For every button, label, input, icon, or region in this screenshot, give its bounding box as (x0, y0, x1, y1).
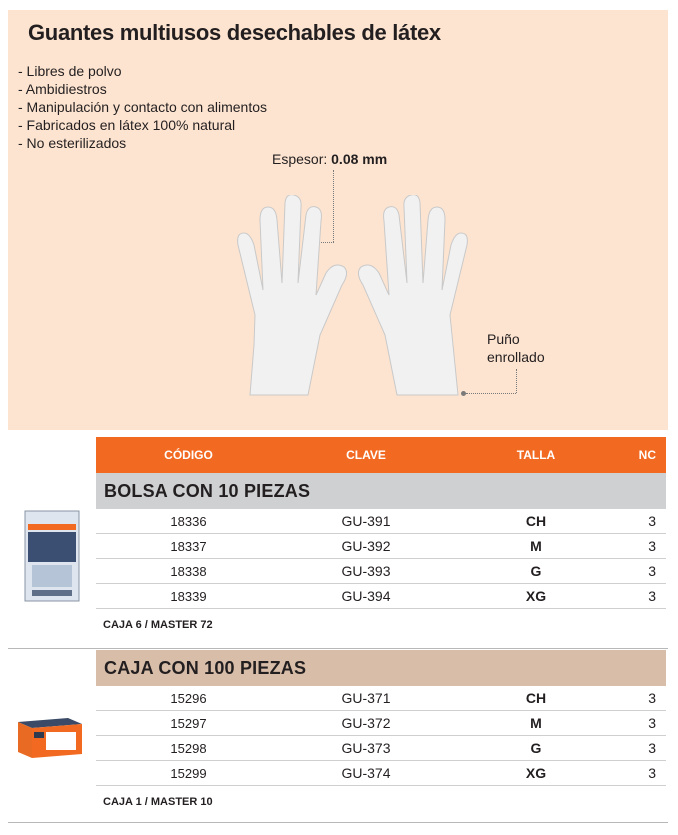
section-divider (8, 648, 668, 649)
packing-info: CAJA 1 / MASTER 10 (103, 796, 213, 808)
cell-nc: 3 (648, 765, 656, 781)
cell-size: CH (525, 513, 547, 529)
right-glove-icon (358, 195, 467, 395)
cell-nc: 3 (648, 588, 656, 604)
table-row (96, 534, 666, 559)
feature-item: - Manipulación y contacto con alimentos (18, 99, 268, 115)
bag-package-image (24, 510, 80, 602)
group-title: BOLSA CON 10 PIEZAS (96, 473, 666, 509)
table-row (96, 559, 666, 584)
table-row (96, 711, 666, 736)
cell-code: 18338 (170, 563, 207, 579)
cell-size: G (530, 563, 542, 579)
cell-key: GU-371 (341, 690, 391, 706)
cell-code: 15299 (170, 765, 207, 781)
thickness-callout (272, 151, 387, 167)
header-key: CLAVE (346, 448, 386, 462)
product-title: Guantes multiusos desechables de látex (28, 20, 441, 45)
cuff-leader-line (516, 369, 517, 393)
table-header (96, 437, 666, 473)
thickness-label: Espesor: (272, 151, 328, 167)
table-row (96, 686, 666, 711)
table-row (96, 584, 666, 609)
feature-item: - Libres de polvo (18, 63, 122, 79)
cuff-label-line: enrollado (487, 349, 545, 365)
cell-size: CH (525, 690, 547, 706)
packing-info: CAJA 6 / MASTER 72 (103, 619, 213, 631)
group-title: CAJA CON 100 PIEZAS (96, 650, 666, 686)
cell-size: XG (525, 588, 547, 604)
cell-code: 18337 (170, 538, 207, 554)
cuff-label-line: Puño (487, 331, 520, 347)
cuff-callout (487, 330, 577, 366)
cell-key: GU-373 (341, 740, 391, 756)
feature-item: - Ambidiestros (18, 81, 107, 97)
cell-nc: 3 (648, 538, 656, 554)
thickness-value: 0.08 mm (331, 151, 388, 167)
cell-nc: 3 (648, 513, 656, 529)
cell-code: 18339 (170, 588, 207, 604)
cell-nc: 3 (648, 690, 656, 706)
feature-list (18, 62, 267, 152)
cell-size: M (530, 715, 542, 731)
box-package-image (16, 712, 84, 760)
cell-key: GU-392 (341, 538, 391, 554)
header-code: CÓDIGO (164, 448, 213, 462)
cell-code: 15298 (170, 740, 207, 756)
product-table (96, 437, 666, 818)
cell-code: 15296 (170, 690, 207, 706)
gloves-illustration (230, 195, 475, 400)
cell-size: XG (525, 765, 547, 781)
table-row (96, 509, 666, 534)
table-row (96, 736, 666, 761)
cell-size: M (530, 538, 542, 554)
cell-nc: 3 (648, 740, 656, 756)
feature-item: - Fabricados en látex 100% natural (18, 117, 236, 133)
cell-nc: 3 (648, 715, 656, 731)
table-row (96, 761, 666, 786)
header-nc: NC (638, 448, 656, 462)
cell-size: G (530, 740, 542, 756)
section-divider (8, 822, 668, 823)
left-glove-icon (238, 195, 347, 395)
cell-nc: 3 (648, 563, 656, 579)
cell-key: GU-391 (341, 513, 391, 529)
feature-item: - No esterilizados (18, 135, 127, 151)
cell-code: 18336 (170, 513, 207, 529)
cell-key: GU-394 (341, 588, 391, 604)
cell-code: 15297 (170, 715, 207, 731)
cell-key: GU-374 (341, 765, 391, 781)
cell-key: GU-393 (341, 563, 391, 579)
header-size: TALLA (516, 448, 556, 462)
cell-key: GU-372 (341, 715, 391, 731)
